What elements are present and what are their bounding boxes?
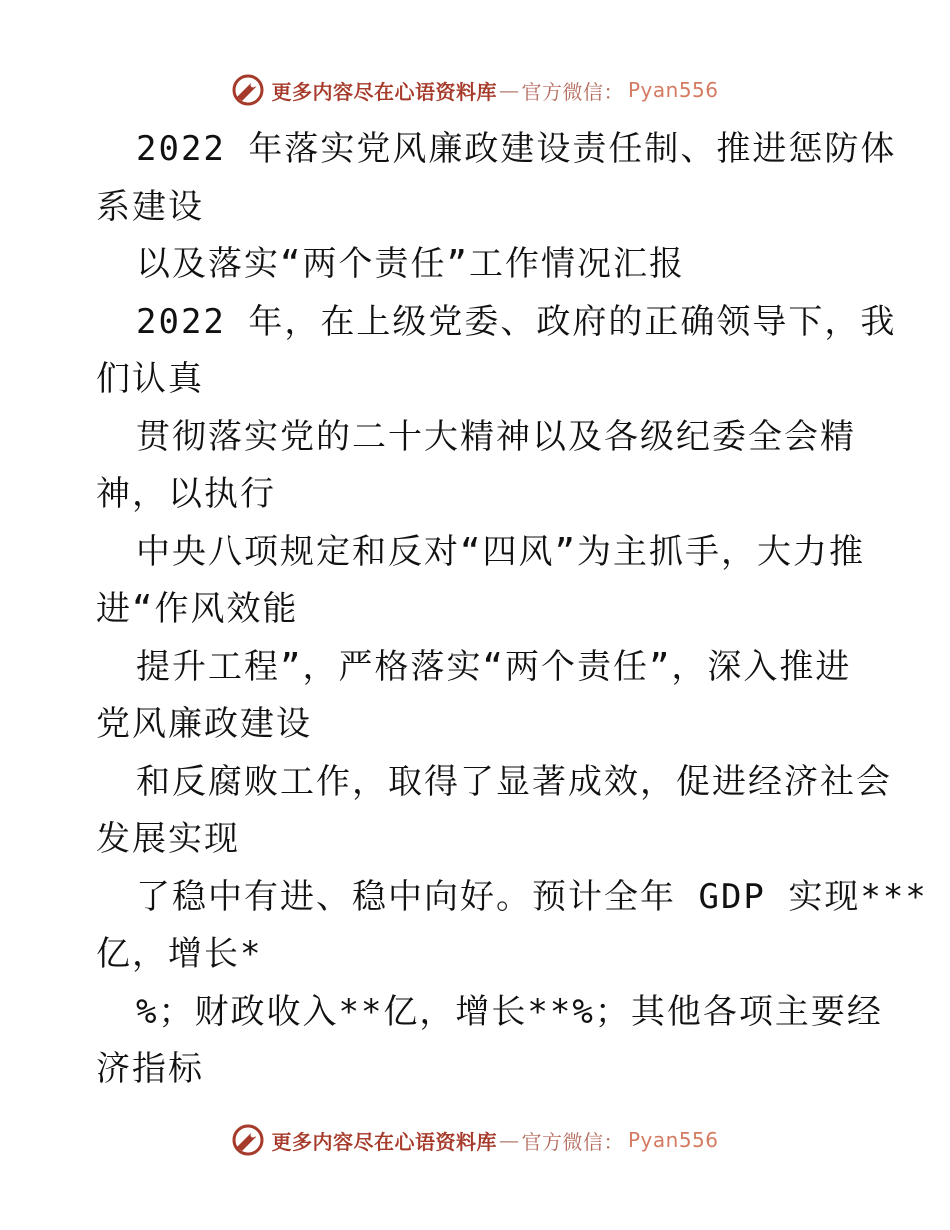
text-line: 2022 年落实党风廉政建设责任制、推进惩防体 [136,129,897,169]
text-line: %；财政收入**亿，增长**%；其他各项主要经 [136,991,883,1032]
text-line: 中央八项规定和反对“四风”为主抓手，大力推 [136,531,865,572]
text-line: 贯彻落实党的二十大精神以及各级纪委全会精 [136,416,856,457]
text-line: 济指标 [96,1049,204,1089]
pen-nib-logo-icon [231,73,265,107]
banner-wechat-account: Pyan556 [627,78,719,102]
text-line: 亿，增长* [96,934,263,974]
banner-wechat-account: Pyan556 [627,1128,719,1152]
banner-brand-text: 更多内容尽在心语资料库 [271,1129,497,1154]
text-line: 们认真 [96,359,204,399]
text-line: 神，以执行 [96,474,276,514]
text-line: 提升工程”，严格落实“两个责任”，深入推进 [136,646,852,687]
document-body [96,121,928,1099]
text-line: 系建设 [96,186,204,227]
footer-watermark-banner [0,1118,950,1162]
banner-wechat-label: 官方微信： [521,79,624,104]
text-line: 了稳中有进、稳中向好。预计全年 GDP 实现*** [136,876,928,917]
header-watermark-banner [0,68,950,112]
text-line: 党风廉政建设 [96,704,312,744]
banner-wechat-label: 官方微信： [521,1129,624,1154]
text-line: 以及落实“两个责任”工作情况汇报 [136,244,685,284]
banner-brand-text: 更多内容尽在心语资料库 [271,79,497,104]
pen-nib-logo-icon [231,1123,265,1157]
text-line: 和反腐败工作，取得了显著成效，促进经济社会 [136,761,892,802]
text-line: 发展实现 [96,819,240,859]
banner-separator: — [498,78,520,102]
text-line: 进“作风效能 [96,589,299,629]
text-line: 2022 年，在上级党委、政府的正确领导下，我 [136,301,897,342]
banner-separator: — [498,1128,520,1152]
